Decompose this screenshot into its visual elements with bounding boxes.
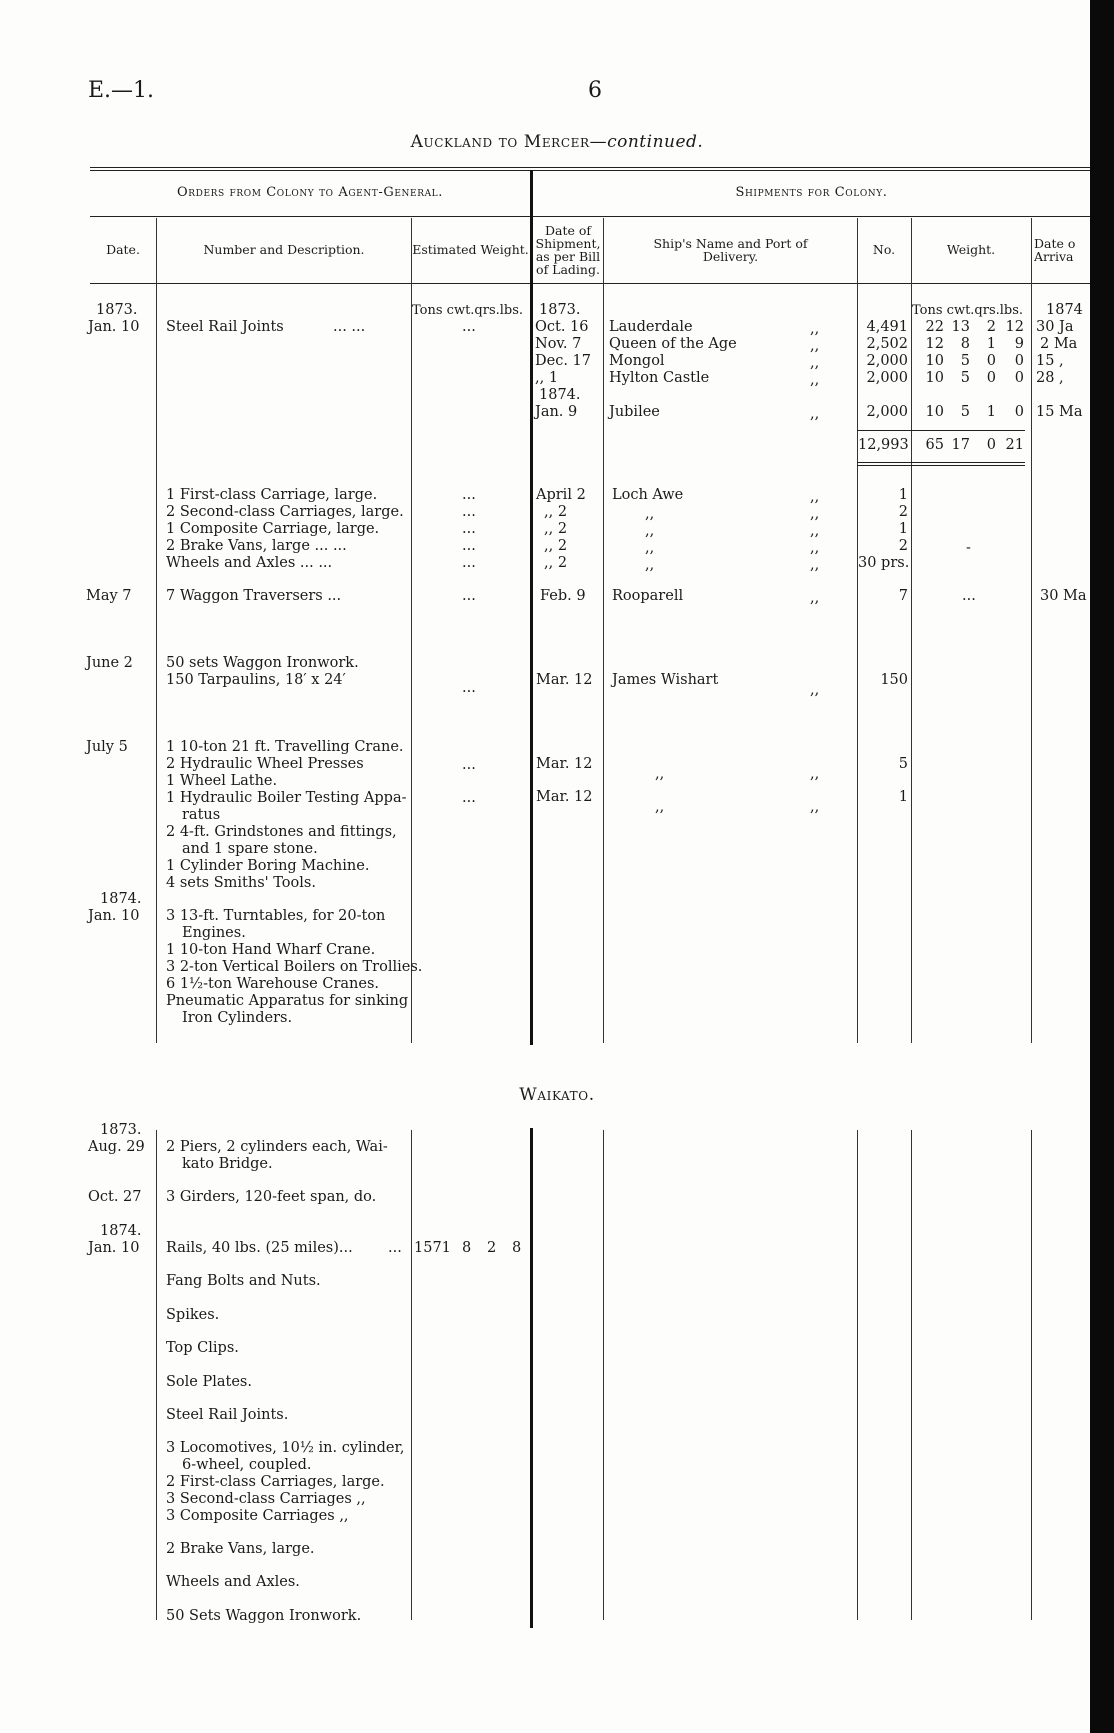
- jan74-desc-1b: Engines.: [182, 925, 246, 941]
- col-line-weight: [1031, 218, 1032, 1043]
- shipment-no: 2,000: [866, 404, 908, 420]
- wk-oct-desc: 3 Girders, 120-feet span, do.: [166, 1189, 377, 1205]
- weight-cwt: 5: [960, 353, 970, 369]
- wk-waggon: 50 Sets Waggon Ironwork.: [166, 1608, 362, 1624]
- wk-carriage-3: 3 Composite Carriages ,,: [166, 1508, 349, 1524]
- ditto-mark: ,,: [810, 372, 820, 388]
- group-rule: [90, 216, 1090, 217]
- arrival-line-1: Date o: [1034, 236, 1076, 251]
- wk-aug-desc-2: kato Bridge.: [182, 1156, 273, 1172]
- weight-qrs: 1: [986, 336, 996, 352]
- carriage-est: ...: [462, 504, 476, 520]
- wk-carriage-1: 2 First-class Carriages, large.: [166, 1474, 385, 1490]
- july-date: July 5: [86, 739, 128, 755]
- july-desc-1: 1 10-ton 21 ft. Travelling Crane.: [166, 739, 404, 755]
- weight-lbs: 12: [1005, 319, 1024, 335]
- shipment-ship: Mongol: [609, 353, 665, 369]
- wk-col-line-split: [530, 1128, 533, 1628]
- ditto-mark: ,,: [810, 590, 820, 606]
- ditto-mark: ,,: [810, 355, 820, 371]
- wk-aug-date: Aug. 29: [88, 1139, 145, 1155]
- row-description: Steel Rail Joints: [166, 319, 284, 335]
- ditto-mark: ,,: [810, 799, 820, 815]
- carriage-no: 1: [898, 521, 908, 537]
- wk-item: Sole Plates.: [166, 1374, 252, 1390]
- july-desc-6: 1 Cylinder Boring Machine.: [166, 858, 370, 874]
- ditto-mark: ,,: [810, 523, 820, 539]
- weight-lbs: 9: [1014, 336, 1024, 352]
- weight-qrs: 1: [986, 404, 996, 420]
- page-number: 6: [588, 78, 602, 103]
- arrival-date: 28 ,: [1036, 370, 1064, 386]
- ship-date-line-3: as per Bill: [535, 249, 601, 264]
- scan-edge-bar: [1090, 0, 1114, 1733]
- total-qrs: 0: [986, 437, 996, 453]
- july-desc-2: 2 Hydraulic Wheel Presses: [166, 756, 364, 772]
- title-suffix: —continued.: [589, 132, 704, 152]
- carriage-no: 2: [898, 538, 908, 554]
- carriage-no: 2: [898, 504, 908, 520]
- weight-units-shipments: Tons cwt.qrs.lbs.: [912, 303, 1024, 318]
- carriage-ship: Loch Awe: [612, 487, 684, 503]
- shipment-no: 4,491: [866, 319, 908, 335]
- wk-year-1873: 1873.: [100, 1122, 142, 1138]
- june-ship-date: Mar. 12: [536, 672, 593, 688]
- page-reference: E.—1.: [88, 78, 155, 103]
- ditto-mark: ,,: [810, 540, 820, 556]
- jan74-desc-1: 3 13-ft. Turntables, for 20-ton: [166, 908, 386, 924]
- weight-lbs: 0: [1014, 404, 1024, 420]
- weight-cwt: 13: [951, 319, 970, 335]
- ship-date-line-2: Shipment,: [535, 236, 601, 251]
- july-desc-5: 2 4-ft. Grindstones and fittings,: [166, 824, 397, 840]
- carriage-date: ,, 2: [544, 521, 568, 537]
- total-tons: 65: [925, 437, 944, 453]
- arrival-date: 15 ,: [1036, 353, 1064, 369]
- carriage-desc: 1 Composite Carriage, large.: [166, 521, 380, 537]
- july-est-2: ...: [462, 790, 476, 806]
- wk-carriage-2: 3 Second-class Carriages ,,: [166, 1491, 366, 1507]
- may-date: May 7: [86, 588, 132, 604]
- shipment-date: Oct. 16: [535, 319, 589, 335]
- june-no: 150: [880, 672, 908, 688]
- july-desc-4b: ratus: [182, 807, 221, 823]
- june-ship: James Wishart: [612, 672, 719, 688]
- may-arrival: 30 Ma: [1040, 588, 1087, 604]
- may-desc: 7 Waggon Traversers ...: [166, 588, 342, 604]
- col-header-date: Date.: [106, 242, 140, 257]
- july-ship-2: ,,: [655, 799, 665, 815]
- col-header-weight: Weight.: [946, 242, 996, 257]
- col-line-desc: [411, 218, 412, 1043]
- wk-brake: 2 Brake Vans, large.: [166, 1541, 315, 1557]
- june-est: ...: [462, 680, 476, 696]
- total-cwt: 17: [951, 437, 970, 453]
- wk-item: Top Clips.: [166, 1340, 239, 1356]
- ship-name-line-2: Delivery.: [702, 249, 759, 264]
- wk-year-1874: 1874.: [100, 1223, 142, 1239]
- wk-col-line-no: [911, 1130, 912, 1620]
- ship-year-1873: 1873.: [539, 302, 581, 318]
- col-line-split: [530, 170, 533, 1045]
- jan74-year: 1874.: [100, 891, 142, 907]
- carriage-est: ...: [462, 521, 476, 537]
- row-est-weight: ...: [462, 319, 476, 335]
- weight-tons: 10: [925, 370, 944, 386]
- ship-date-line-4: of Lading.: [536, 262, 600, 277]
- july-desc-4: 1 Hydraulic Boiler Testing Appa-: [166, 790, 407, 806]
- wk-wheels: Wheels and Axles.: [166, 1574, 300, 1590]
- wk-col-line-date: [156, 1130, 157, 1620]
- wk-rails-lbs: 8: [512, 1240, 522, 1256]
- may-est: ...: [462, 588, 476, 604]
- carriage-date: ,, 2: [544, 555, 568, 571]
- may-ship-date: Feb. 9: [540, 588, 586, 604]
- weight-cwt: 5: [960, 404, 970, 420]
- july-desc-5b: and 1 spare stone.: [182, 841, 318, 857]
- col-header-est-weight: Estimated Weight.: [412, 242, 529, 257]
- wk-item: Spikes.: [166, 1307, 220, 1323]
- shipment-date: Dec. 17: [535, 353, 591, 369]
- row-date: Jan. 10: [88, 319, 140, 335]
- jan74-desc-5: Pneumatic Apparatus for sinking: [166, 993, 409, 1009]
- ship-date-line-1: Date of: [544, 223, 592, 238]
- arrival-line-2: Arriva: [1034, 249, 1074, 264]
- ditto-mark: ,,: [810, 766, 820, 782]
- july-ship-1: ,,: [655, 766, 665, 782]
- jan74-desc-4: 6 1½-ton Warehouse Cranes.: [166, 976, 379, 992]
- total-lbs: 21: [1005, 437, 1024, 453]
- wk-col-line-desc: [411, 1130, 412, 1620]
- july-ship-date-1: Mar. 12: [536, 756, 593, 772]
- carriage-weight: -: [966, 540, 971, 556]
- carriage-desc: 1 First-class Carriage, large.: [166, 487, 378, 503]
- carriage-date: ,, 2: [544, 504, 568, 520]
- june-desc-1: 50 sets Waggon Ironwork.: [166, 655, 359, 671]
- shipment-date: Nov. 7: [535, 336, 582, 352]
- title-main: Auckland to Mercer: [410, 132, 590, 152]
- may-weight: ...: [962, 588, 976, 604]
- shipment-date: ,, 1: [535, 370, 559, 386]
- shipment-ship: Queen of the Age: [609, 336, 737, 352]
- wk-rails-qrs: 2: [487, 1240, 497, 1256]
- june-date: June 2: [86, 655, 133, 671]
- shipment-ship: Jubilee: [609, 404, 660, 420]
- weight-tons: 10: [925, 404, 944, 420]
- ditto-mark: ,,: [810, 506, 820, 522]
- carriage-desc: 2 Brake Vans, large ... ...: [166, 538, 347, 554]
- row-description-dots: ... ...: [333, 319, 366, 335]
- weight-tons: 10: [925, 353, 944, 369]
- july-desc-7: 4 sets Smiths' Tools.: [166, 875, 316, 891]
- weight-tons: 22: [925, 319, 944, 335]
- weight-qrs: 0: [986, 370, 996, 386]
- june-desc-2: 150 Tarpaulins, 18′ x 24′: [166, 672, 346, 688]
- shipment-no: 2,000: [866, 370, 908, 386]
- shipment-date: Jan. 9: [535, 404, 578, 420]
- shipment-ship: Lauderdale: [609, 319, 693, 335]
- weight-cwt: 8: [960, 336, 970, 352]
- col-line-date: [156, 218, 157, 1043]
- col-header-arrival: [1034, 237, 1094, 263]
- wk-jan-date: Jan. 10: [88, 1240, 140, 1256]
- carriage-no: 30 prs.: [858, 555, 910, 571]
- ditto-mark: ,,: [810, 321, 820, 337]
- arrival-year: 1874: [1046, 302, 1083, 318]
- carriage-ship: ,,: [645, 523, 655, 539]
- orders-group-header: Orders from Colony to Agent-General.: [177, 185, 443, 200]
- arrival-date: 15 Ma: [1036, 404, 1083, 420]
- table-title: [0, 132, 1114, 152]
- ship-name-line-1: Ship's Name and Port of: [653, 236, 808, 251]
- july-est-1: ...: [462, 757, 476, 773]
- wk-rails-tons: 1571: [414, 1240, 451, 1256]
- carriage-ship: ,,: [645, 506, 655, 522]
- shipments-group-header: Shipments for Colony.: [735, 185, 888, 200]
- header-bottom-rule: [90, 283, 1090, 284]
- carriage-est: ...: [462, 487, 476, 503]
- weight-qrs: 0: [986, 353, 996, 369]
- may-no: 7: [898, 588, 908, 604]
- carriage-desc: 2 Second-class Carriages, large.: [166, 504, 404, 520]
- wk-rails-cwt: 8: [462, 1240, 472, 1256]
- weight-tons: 12: [925, 336, 944, 352]
- carriage-ship: ,,: [645, 540, 655, 556]
- wk-rails-desc: Rails, 40 lbs. (25 miles)...: [166, 1240, 353, 1256]
- may-ship: Rooparell: [612, 588, 684, 604]
- shipment-no: 2,000: [866, 353, 908, 369]
- top-rule-1: [90, 167, 1090, 168]
- carriage-date: ,, 2: [544, 538, 568, 554]
- july-no-2: 1: [898, 789, 908, 805]
- carriage-est: ...: [462, 555, 476, 571]
- ditto-mark: ,,: [810, 682, 820, 698]
- july-desc-3: 1 Wheel Lathe.: [166, 773, 278, 789]
- wk-loco-2: 6-wheel, coupled.: [182, 1457, 312, 1473]
- wk-aug-desc-1: 2 Piers, 2 cylinders each, Wai-: [166, 1139, 388, 1155]
- weight-lbs: 0: [1014, 353, 1024, 369]
- wk-oct-date: Oct. 27: [88, 1189, 142, 1205]
- wk-rails-dots: ...: [388, 1240, 402, 1256]
- col-header-ship-name: [604, 237, 857, 263]
- col-header-ship-date: [533, 224, 603, 276]
- july-ship-date-2: Mar. 12: [536, 789, 593, 805]
- july-no-1: 5: [898, 756, 908, 772]
- jan74-desc-3: 3 2-ton Vertical Boilers on Trollies.: [166, 959, 423, 975]
- total-rule-bottom-2: [857, 465, 1025, 466]
- year-1873: 1873.: [96, 302, 138, 318]
- ditto-mark: ,,: [810, 489, 820, 505]
- weight-cwt: 5: [960, 370, 970, 386]
- carriage-no: 1: [898, 487, 908, 503]
- carriage-date: April 2: [536, 487, 586, 503]
- total-rule-bottom-1: [857, 462, 1025, 463]
- wk-item: Steel Rail Joints.: [166, 1407, 289, 1423]
- total-no: 12,993: [858, 437, 909, 453]
- col-header-no: No.: [872, 242, 896, 257]
- weight-lbs: 0: [1014, 370, 1024, 386]
- wk-col-line-weight: [1031, 1130, 1032, 1620]
- weight-units: Tons cwt.qrs.lbs.: [412, 303, 524, 318]
- col-line-shipdate: [603, 218, 604, 1043]
- ditto-mark: ,,: [810, 557, 820, 573]
- col-line-no: [911, 218, 912, 1043]
- jan74-date: Jan. 10: [88, 908, 140, 924]
- carriage-ship: ,,: [645, 557, 655, 573]
- ditto-mark: ,,: [810, 338, 820, 354]
- jan74-desc-2: 1 10-ton Hand Wharf Crane.: [166, 942, 376, 958]
- total-rule-top: [857, 430, 1025, 431]
- shipment-ship: Hylton Castle: [609, 370, 710, 386]
- arrival-date: 30 Ja: [1036, 319, 1074, 335]
- carriage-desc: Wheels and Axles ... ...: [166, 555, 333, 571]
- ship-year-1874: 1874.: [539, 387, 581, 403]
- top-rule-2: [90, 170, 1090, 171]
- wk-item: Fang Bolts and Nuts.: [166, 1273, 321, 1289]
- waikato-heading: Waikato.: [519, 1085, 595, 1105]
- carriage-est: ...: [462, 538, 476, 554]
- wk-col-line-ship: [857, 1130, 858, 1620]
- ditto-mark: ,,: [810, 406, 820, 422]
- shipment-no: 2,502: [866, 336, 908, 352]
- col-header-description: Number and Description.: [203, 242, 365, 257]
- arrival-date: 2 Ma: [1040, 336, 1078, 352]
- jan74-desc-5b: Iron Cylinders.: [182, 1010, 293, 1026]
- wk-loco-1: 3 Locomotives, 10½ in. cylinder,: [166, 1440, 405, 1456]
- wk-col-line-shipdate: [603, 1130, 604, 1620]
- weight-qrs: 2: [986, 319, 996, 335]
